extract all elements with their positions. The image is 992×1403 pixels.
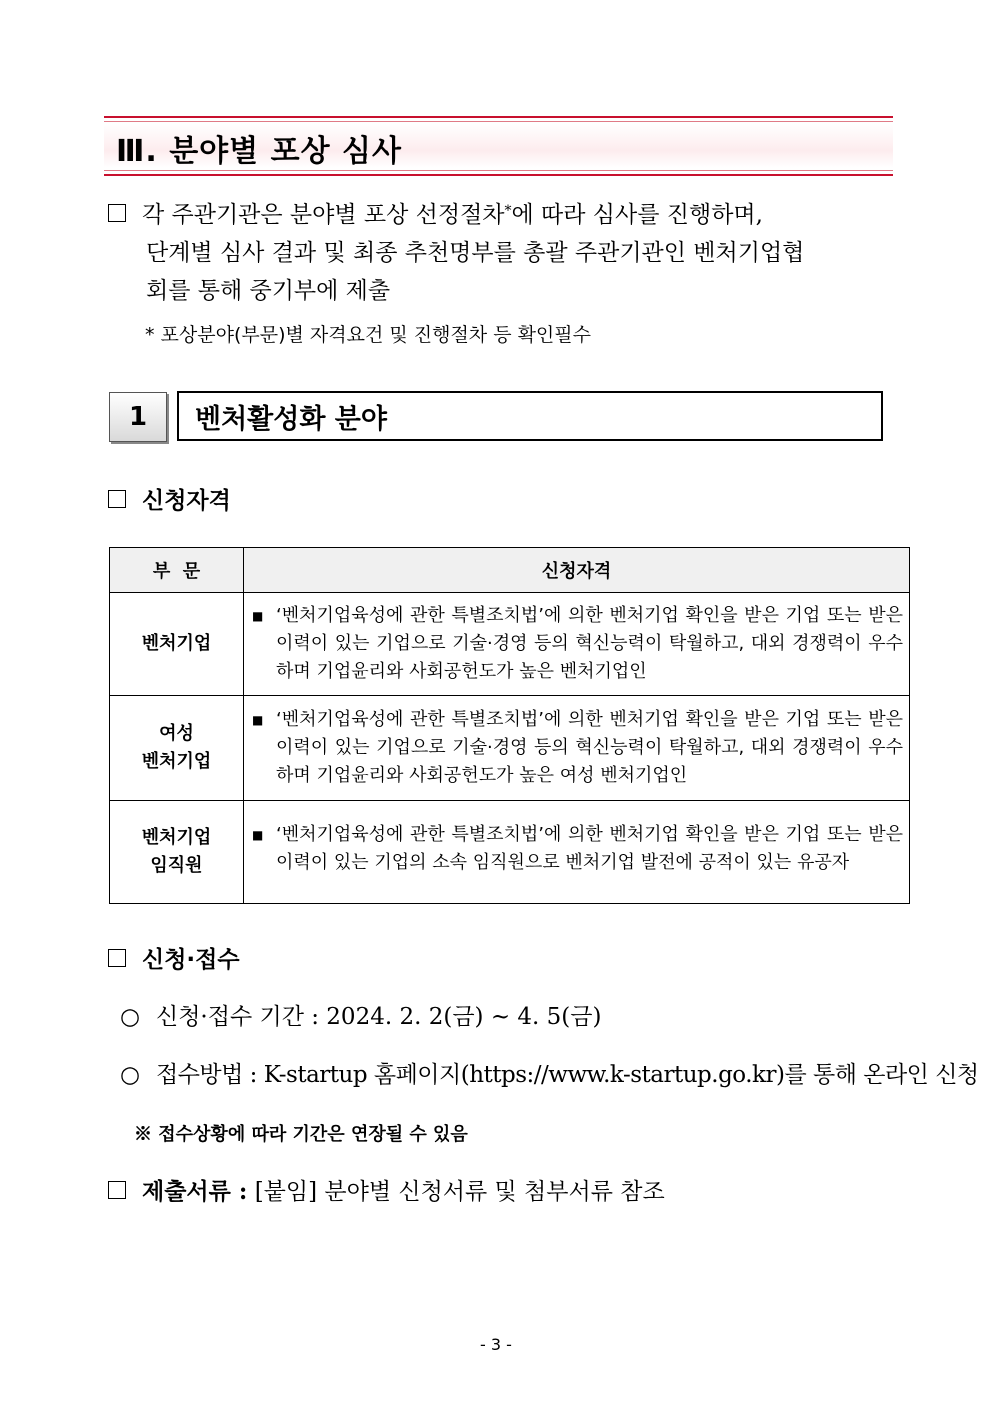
square-bullet-icon: ■: [252, 713, 264, 727]
qualification-cell: ■ ‘벤처기업육성에 관한 특별조치법’에 의한 벤처기업 확인을 받은 기업 또는 받은 이력이 있는 기업의 소속 임직원으로 벤처기업 발전에 공적이 있는 유공자: [244, 801, 910, 904]
application-heading: 신청·접수: [108, 941, 240, 974]
qualification-cell: ■ ‘벤처기업육성에 관한 특별조치법’에 의한 벤처기업 확인을 받은 기업 또는 받은 이력이 있는 기업으로 기술·경영 등의 혁신능력이 탁월하고, 대외 경쟁력이 우수하며 기업윤리와 사회공헌도가 높은 벤처기업인: [244, 593, 910, 696]
eligibility-heading: 신청자격: [108, 482, 231, 515]
column-header-qualification: 신청자격: [244, 548, 910, 593]
eligibility-table: [109, 547, 910, 904]
extension-note: ※ 접수상황에 따라 기간은 연장될 수 있음: [134, 1124, 468, 1145]
subsection-number: 1: [109, 392, 167, 442]
checkbox-square-icon: [108, 490, 126, 508]
table-header-row: [110, 548, 910, 593]
table-row: [110, 801, 910, 904]
square-bullet-icon: ■: [252, 609, 264, 623]
checkbox-square-icon: [108, 1181, 126, 1199]
application-method-item: ○ 접수방법 : K-startup 홈페이지(https://www.k-startup.go.kr)를 통해 온라인 신청: [120, 1062, 979, 1088]
category-cell: 벤처기업 임직원: [110, 801, 244, 904]
documents-line: 제출서류 : [붙임] 분야별 신청서류 및 첨부서류 참조: [108, 1173, 665, 1206]
section-title: Ⅲ. 분야별 포상 심사: [116, 134, 402, 169]
intro-footnote: * 포상분야(부문)별 자격요건 및 진행절차 등 확인필수: [145, 324, 591, 346]
section-header: [104, 116, 893, 176]
page-number: - 3 -: [480, 1335, 512, 1354]
circle-bullet-icon: ○: [120, 1062, 140, 1088]
checkbox-square-icon: [108, 949, 126, 967]
checkbox-square-icon: [108, 204, 126, 222]
qualification-cell: ■ ‘벤처기업육성에 관한 특별조치법’에 의한 벤처기업 확인을 받은 기업 또는 받은 이력이 있는 기업으로 기술·경영 등의 혁신능력이 탁월하고, 대외 경쟁력이 우수하며 기업윤리와 사회공헌도가 높은 여성 벤처기업인: [244, 696, 910, 801]
column-header-category: 부 문: [110, 548, 244, 593]
application-period-item: ○ 신청·접수 기간 : 2024. 2. 2(금) ~ 4. 5(금): [120, 1004, 602, 1030]
square-bullet-icon: ■: [252, 828, 264, 842]
category-cell: 벤처기업: [110, 593, 244, 696]
intro-paragraph: 각 주관기관은 분야별 포상 선정절차*에 따라 심사를 진행하며, 단계별 심사 결과 및 최종 추천명부를 총괄 주관기관인 벤처기업협 회를 통해 중기부에 제출: [108, 196, 898, 310]
subsection-title: 벤처활성화 분야: [177, 391, 883, 441]
circle-bullet-icon: ○: [120, 1004, 141, 1030]
category-cell: 여성 벤처기업: [110, 696, 244, 801]
table-row: [110, 696, 910, 801]
table-row: [110, 593, 910, 696]
